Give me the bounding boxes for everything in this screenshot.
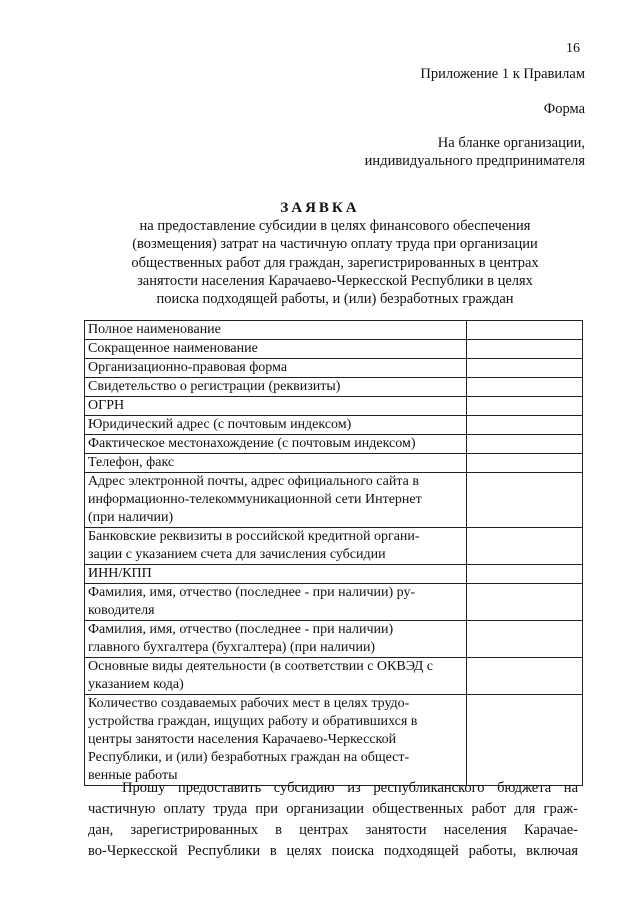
subtitle-line: занятости населения Карачаево-Черкесской Республики в целях: [137, 272, 533, 289]
document-title: ЗАЯВКА: [280, 200, 360, 216]
request-paragraph: [88, 778, 578, 862]
table-row: [85, 378, 583, 397]
field-label-line: Фамилия, имя, отчество (последнее - при наличии): [88, 622, 394, 637]
field-value-cell[interactable]: [467, 454, 583, 473]
table-row: [85, 621, 583, 658]
subtitle-line: общественных работ для граждан, зарегистрированных в центрах: [131, 254, 539, 271]
field-label: [85, 321, 467, 340]
field-label: [85, 416, 467, 435]
field-label: [85, 528, 467, 565]
letterhead-note-line2: индивидуального предпринимателя: [364, 153, 585, 169]
field-label: [85, 473, 467, 528]
field-label: [85, 359, 467, 378]
field-label: [85, 454, 467, 473]
field-value-cell[interactable]: [467, 528, 583, 565]
table-row: [85, 397, 583, 416]
table-row: [85, 321, 583, 340]
field-label-line: Фамилия, имя, отчество (последнее - при наличии) ру-: [88, 585, 416, 600]
field-value-cell[interactable]: [467, 378, 583, 397]
field-label-line: центры занятости населения Карачаево-Черкесской: [88, 732, 397, 747]
field-label-line: Количество создаваемых рабочих мест в целях трудо-: [88, 696, 410, 711]
table-row: [85, 416, 583, 435]
field-label-line: информационно-телекоммуникационной сети Интернет: [88, 492, 422, 507]
request-line: во-Черкесской Республики в целях поиска подходящей работы, включая: [88, 843, 578, 859]
field-value-cell[interactable]: [467, 658, 583, 695]
field-value-cell[interactable]: [467, 321, 583, 340]
field-label: [85, 397, 467, 416]
field-label-line: ОГРН: [88, 398, 125, 413]
document-subtitle: [105, 217, 565, 308]
field-value-cell[interactable]: [467, 473, 583, 528]
field-label: [85, 340, 467, 359]
page-number: 16: [566, 41, 580, 56]
field-label: [85, 621, 467, 658]
table-row: [85, 340, 583, 359]
form-label: Форма: [543, 101, 585, 117]
table-row: [85, 454, 583, 473]
field-label-line: Телефон, факс: [88, 455, 175, 470]
field-value-cell[interactable]: [467, 565, 583, 584]
table-row: [85, 695, 583, 786]
letterhead-note-line1: На бланке организации,: [437, 135, 585, 151]
field-label: [85, 658, 467, 695]
field-value-cell[interactable]: [467, 416, 583, 435]
application-form-table: [84, 320, 583, 786]
field-value-cell[interactable]: [467, 340, 583, 359]
field-label-line: Организационно-правовая форма: [88, 360, 288, 375]
field-label-line: Банковские реквизиты в российской кредитной органи-: [88, 529, 420, 544]
field-label-line: (при наличии): [88, 510, 174, 525]
field-label-line: главного бухгалтера (бухгалтера) (при наличии): [88, 640, 376, 655]
field-label-line: устройства граждан, ищущих работу и обратившихся в: [88, 714, 418, 729]
subtitle-line: (возмещения) затрат на частичную оплату труда при организации: [132, 236, 538, 253]
field-label-line: венные работы: [88, 768, 178, 783]
table-row: [85, 435, 583, 454]
field-value-cell[interactable]: [467, 397, 583, 416]
table-row: [85, 565, 583, 584]
field-label-line: Адрес электронной почты, адрес официального сайта в: [88, 474, 420, 489]
table-row: [85, 473, 583, 528]
field-label-line: Юридический адрес (с почтовым индексом): [88, 417, 352, 432]
table-row: [85, 584, 583, 621]
subtitle-line: поиска подходящей работы, и (или) безработных граждан: [156, 291, 514, 308]
request-line: Прошу предоставить субсидию из республиканского бюджета на: [122, 780, 578, 796]
field-label: [85, 378, 467, 397]
table-row: [85, 359, 583, 378]
table-row: [85, 658, 583, 695]
field-value-cell[interactable]: [467, 584, 583, 621]
field-value-cell[interactable]: [467, 359, 583, 378]
field-value-cell[interactable]: [467, 695, 583, 786]
subtitle-line: на предоставление субсидии в целях финансового обеспечения: [139, 218, 531, 234]
field-value-cell[interactable]: [467, 435, 583, 454]
field-label: [85, 565, 467, 584]
field-label-line: зации с указанием счета для зачисления субсидии: [88, 547, 386, 562]
field-label-line: ководителя: [88, 603, 155, 618]
request-line: частичную оплату труда при организации общественных работ для граж-: [88, 801, 578, 817]
field-label-line: Полное наименование: [88, 322, 221, 337]
table-row: [85, 528, 583, 565]
field-label-line: Республики, и (или) безработных граждан на общест-: [88, 750, 410, 765]
field-value-cell[interactable]: [467, 621, 583, 658]
field-label-line: указанием кода): [88, 677, 184, 692]
field-label-line: Свидетельство о регистрации (реквизиты): [88, 379, 341, 394]
field-label-line: ИНН/КПП: [88, 566, 152, 581]
field-label-line: Сокращенное наименование: [88, 341, 258, 356]
field-label: [85, 584, 467, 621]
request-line: дан, зарегистрированных в центрах занятости населения Карачае-: [88, 822, 578, 838]
appendix-reference: Приложение 1 к Правилам: [420, 66, 585, 82]
field-label-line: Фактическое местонахождение (с почтовым индексом): [88, 436, 416, 451]
field-label: [85, 695, 467, 786]
field-label: [85, 435, 467, 454]
field-label-line: Основные виды деятельности (в соответствии с ОКВЭД с: [88, 659, 434, 674]
